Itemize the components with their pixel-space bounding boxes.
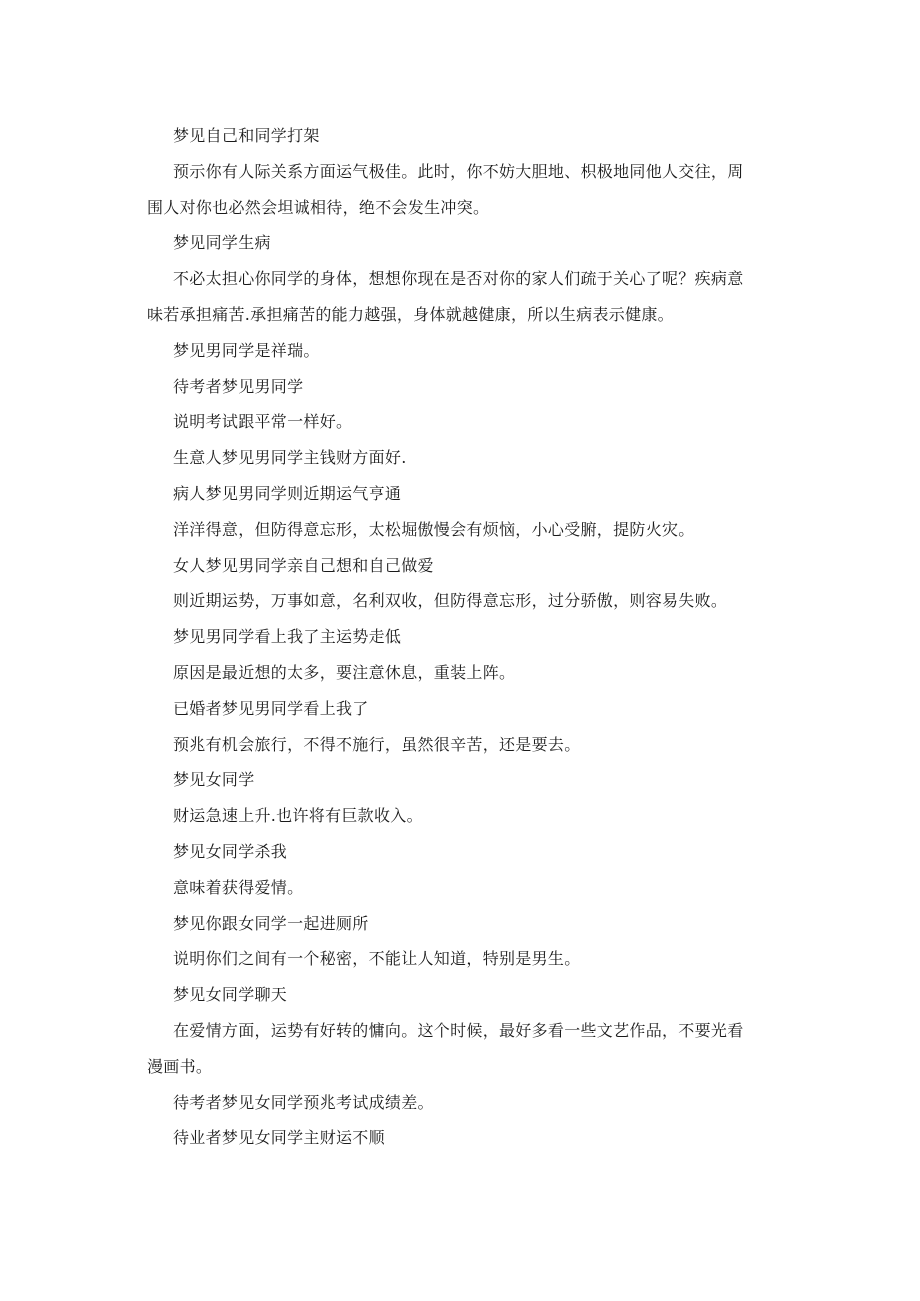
paragraph [173,333,773,369]
paragraph [173,118,773,154]
text-line: 待考者梦见男同学 [173,376,304,396]
paragraph [173,440,773,476]
text-line: 漫画书。 [147,1056,213,1076]
paragraph [173,870,773,906]
paragraph [173,727,773,763]
text-line: 梦见男同学是祥瑞。 [173,340,320,360]
text-line: 生意人梦见男同学主钱财方面好. [173,448,407,468]
paragraph [173,476,773,512]
paragraph [173,834,773,870]
paragraph [173,404,773,440]
text-line: 病人梦见男同学则近期运气亨通 [173,483,402,503]
paragraph [173,977,773,1013]
paragraph [173,619,773,655]
paragraph [147,1013,773,1085]
text-line: 梦见男同学看上我了主运势走低 [173,627,402,647]
text-line: 洋洋得意，但防得意忘形，太松堀傲慢会有烦恼，小心受腑，提防火灾。 [173,519,695,539]
text-line: 意味着获得爱情。 [173,877,304,897]
text-line: 预示你有人际关系方面运气极佳。此时，你不妨大胆地、枳极地同他人交往，周 [173,161,744,181]
paragraph [147,261,773,333]
text-line: 预兆有机会旅行，不得不施行，虽然很辛苦，还是要去。 [173,734,581,754]
paragraph [173,655,773,691]
paragraph [173,225,773,261]
paragraph [173,369,773,405]
text-line: 原因是最近想的太多，要注意休息，重装上阵。 [173,662,516,682]
paragraph [173,762,773,798]
paragraph [173,906,773,942]
text-line: 在爱情方面，运势有好转的慵向。这个时候，最好多看一些文艺作品，不要光看 [173,1020,744,1040]
paragraph [173,691,773,727]
paragraph [173,941,773,977]
text-line: 待考者梦见女同学预兆考试成绩差。 [173,1092,434,1112]
document-body [147,118,773,1156]
paragraph [147,154,773,226]
text-line: 已婚者梦见男同学看上我了 [173,698,369,718]
paragraph [173,798,773,834]
paragraph [173,512,773,548]
paragraph [173,583,773,619]
text-line: 梦见你跟女同学一起进厕所 [173,913,369,933]
text-line: 女人梦见男同学亲自己想和自己做爱 [173,555,434,575]
text-line: 梦见女同学聊天 [173,985,288,1005]
paragraph [173,1120,773,1156]
text-line: 说明你们之间有一个秘密，不能让人知道，特别是男生。 [173,949,581,969]
text-line: 味若承担痛苦.承担痛苦的能力越强，身体就越健康，所以生病表示健康。 [147,304,674,324]
text-line: 待业者梦见女同学主财运不顺 [173,1128,385,1148]
text-line: 梦见女同学杀我 [173,841,288,861]
paragraph [173,1085,773,1121]
text-line: 围人对你也必然会坦诚相待，绝不会发生冲突。 [147,197,490,217]
text-line: 梦见自己和同学打架 [173,126,320,145]
text-line: 说明考试跟平常一样好。 [173,412,353,432]
text-line: 则近期运势，万事如意，名利双收，但防得意忘形，过分骄傲，则容易失败。 [173,591,728,611]
text-line: 不必太担心你同学的身体，想想你现在是否对你的家人们疏于关心了呢？疾病意 [173,269,744,289]
paragraph [173,548,773,584]
text-line: 梦见女同学 [173,770,255,790]
text-line: 财运急速上升.也许将有巨款收入。 [173,806,423,826]
text-line: 梦见同学生病 [173,233,271,253]
